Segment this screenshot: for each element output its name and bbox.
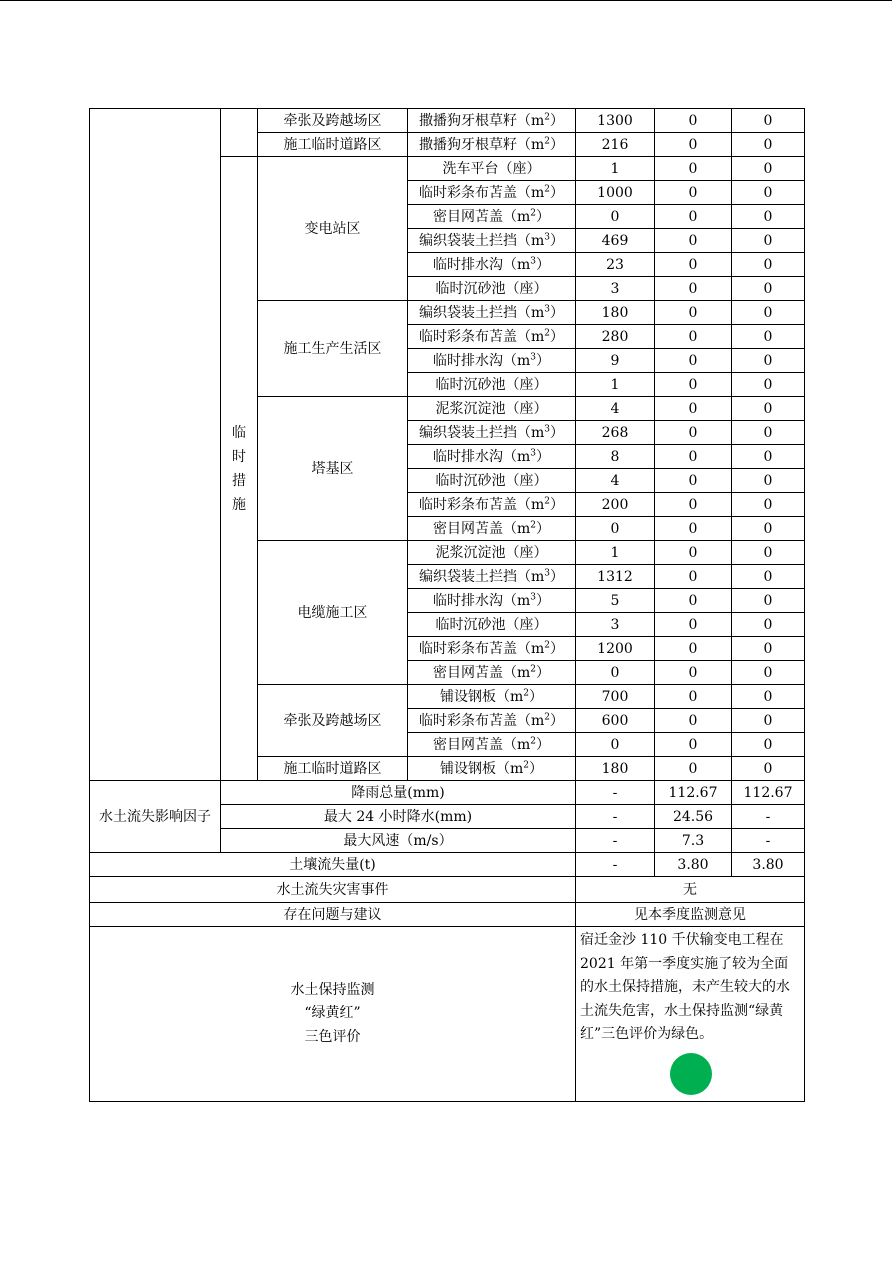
completed-value: 0 — [655, 397, 732, 421]
cumulative-value: 0 — [732, 229, 805, 253]
completed-value: 0 — [655, 325, 732, 349]
cumulative-value: 0 — [732, 109, 805, 133]
unit-close: ） — [550, 184, 564, 201]
evaluation-label-line: 三色评价 — [304, 1028, 361, 1045]
unit-close: ） — [536, 352, 550, 369]
measure-name: 铺设钢板（ — [439, 688, 510, 705]
unit-exponent: 2 — [544, 111, 550, 122]
measure-name: 密目网苫盖（ — [432, 520, 517, 537]
unit-close: ） — [550, 712, 564, 729]
completed-value: 0 — [655, 277, 732, 301]
unit-close: ） — [550, 232, 564, 249]
cumulative-value: 0 — [732, 253, 805, 277]
unit-close: ） — [536, 448, 550, 465]
measure-name-cell — [408, 757, 576, 781]
issues-row — [90, 903, 805, 927]
cumulative-value: 0 — [732, 445, 805, 469]
completed-value: 0 — [655, 421, 732, 445]
soil-loss-value-2: 3.80 — [655, 853, 732, 877]
completed-value: 0 — [655, 157, 732, 181]
cumulative-value: 0 — [732, 277, 805, 301]
measure-name: 泥浆沉淀池（座） — [435, 400, 548, 417]
completed-value: 0 — [655, 205, 732, 229]
measure-name-cell — [408, 133, 576, 157]
unit-m: m — [530, 496, 545, 513]
temp-measures-label — [221, 157, 258, 781]
completed-value: 0 — [655, 349, 732, 373]
measure-name-cell — [408, 565, 576, 589]
measure-name-cell — [408, 301, 576, 325]
soil-loss-value-3: 3.80 — [732, 853, 805, 877]
evaluation-content — [576, 927, 805, 1102]
unit-exponent: 2 — [544, 327, 550, 338]
unit-exponent: 2 — [544, 639, 550, 650]
completed-value: 0 — [655, 229, 732, 253]
measure-name: 撒播狗牙根草籽（ — [418, 136, 531, 153]
unit-m: m — [530, 184, 545, 201]
measure-name-cell — [408, 397, 576, 421]
unit-exponent: 2 — [530, 207, 536, 218]
measure-name-cell — [408, 157, 576, 181]
measure-name-cell — [408, 661, 576, 685]
unit-close: ） — [536, 664, 550, 681]
unit-m: m — [530, 640, 545, 657]
unit-m: m — [516, 352, 531, 369]
planned-value: 280 — [576, 325, 655, 349]
factor-value-3: - — [732, 805, 805, 829]
measure-name: 洗车平台（座） — [442, 160, 541, 177]
cumulative-value: 0 — [732, 373, 805, 397]
cumulative-value: 0 — [732, 589, 805, 613]
cumulative-value: 0 — [732, 325, 805, 349]
monitoring-table — [89, 108, 805, 1102]
area-cell: 施工生产生活区 — [258, 301, 408, 397]
table-row — [90, 109, 805, 133]
cumulative-value: 0 — [732, 157, 805, 181]
measure-name: 临时排水沟（ — [432, 352, 517, 369]
unit-close: ） — [536, 208, 550, 225]
blank-category-cell — [90, 109, 221, 781]
unit-close: ） — [529, 688, 543, 705]
cumulative-value: 0 — [732, 397, 805, 421]
unit-m: m — [530, 232, 545, 249]
cumulative-value: 0 — [732, 541, 805, 565]
issues-label: 存在问题与建议 — [90, 903, 576, 927]
measure-name-cell — [408, 253, 576, 277]
factor-value-1: - — [576, 805, 655, 829]
factor-value-3: 112.67 — [732, 781, 805, 805]
planned-value: 216 — [576, 133, 655, 157]
cumulative-value: 0 — [732, 757, 805, 781]
unit-exponent: 3 — [544, 423, 550, 434]
area-cell: 牵张及跨越场区 — [258, 685, 408, 757]
measure-name-cell — [408, 109, 576, 133]
soil-loss-value-1: - — [576, 853, 655, 877]
unit-close: ） — [536, 520, 550, 537]
unit-exponent: 2 — [523, 759, 529, 770]
planned-value: 200 — [576, 493, 655, 517]
unit-m: m — [530, 328, 545, 345]
unit-exponent: 2 — [544, 135, 550, 146]
planned-value: 0 — [576, 517, 655, 541]
measure-name: 编织袋装土拦挡（ — [418, 424, 531, 441]
planned-value: 9 — [576, 349, 655, 373]
unit-close: ） — [550, 568, 564, 585]
blank-type-cell — [221, 109, 258, 157]
factor-value-2: 112.67 — [655, 781, 732, 805]
page-top-border — [0, 0, 892, 1]
unit-close: ） — [529, 760, 543, 777]
measure-name: 临时排水沟（ — [432, 592, 517, 609]
cumulative-value: 0 — [732, 493, 805, 517]
measure-name: 临时沉砂池（座） — [435, 616, 548, 633]
unit-close: ） — [536, 592, 550, 609]
factor-name: 最大风速（m/s） — [221, 829, 576, 853]
unit-exponent: 2 — [530, 519, 536, 530]
cumulative-value: 0 — [732, 133, 805, 157]
area-cell: 变电站区 — [258, 157, 408, 301]
measure-name: 临时沉砂池（座） — [435, 376, 548, 393]
measure-name-cell — [408, 205, 576, 229]
unit-exponent: 3 — [530, 351, 536, 362]
measure-name: 临时彩条布苫盖（ — [418, 496, 531, 513]
measure-name: 临时彩条布苫盖（ — [418, 712, 531, 729]
measure-name-cell — [408, 541, 576, 565]
evaluation-label — [90, 927, 576, 1102]
unit-m: m — [516, 256, 531, 273]
planned-value: 0 — [576, 205, 655, 229]
planned-value: 1312 — [576, 565, 655, 589]
unit-exponent: 2 — [530, 735, 536, 746]
measure-name: 临时彩条布苫盖（ — [418, 184, 531, 201]
planned-value: 268 — [576, 421, 655, 445]
green-rating-dot — [670, 1053, 712, 1095]
measure-name: 铺设钢板（ — [439, 760, 510, 777]
unit-m: m — [516, 520, 531, 537]
measure-name-cell — [408, 613, 576, 637]
unit-m: m — [509, 760, 524, 777]
temp-measures-text: 临时措施 — [232, 424, 246, 513]
unit-m: m — [530, 136, 545, 153]
evaluation-text: 宿迁金沙 110 千伏输变电工程在 2021 年第一季度实施了较为全面的水土保持措施，未产生较大的水土流失危害，水土保持监测“绿黄红”三色评价为绿色。 — [580, 932, 790, 1042]
unit-m: m — [516, 592, 531, 609]
factor-value-1: - — [576, 781, 655, 805]
completed-value: 0 — [655, 373, 732, 397]
completed-value: 0 — [655, 493, 732, 517]
unit-exponent: 3 — [544, 303, 550, 314]
measure-name: 编织袋装土拦挡（ — [418, 304, 531, 321]
unit-close: ） — [550, 112, 564, 129]
measure-name-cell — [408, 709, 576, 733]
unit-m: m — [516, 448, 531, 465]
completed-value: 0 — [655, 613, 732, 637]
completed-value: 0 — [655, 301, 732, 325]
completed-value: 0 — [655, 253, 732, 277]
cumulative-value: 0 — [732, 565, 805, 589]
planned-value: 700 — [576, 685, 655, 709]
planned-value: 1200 — [576, 637, 655, 661]
measure-name-cell — [408, 517, 576, 541]
completed-value: 0 — [655, 709, 732, 733]
measure-name: 临时排水沟（ — [432, 256, 517, 273]
measure-name: 撒播狗牙根草籽（ — [418, 112, 531, 129]
measure-name: 编织袋装土拦挡（ — [418, 568, 531, 585]
disaster-value: 无 — [576, 877, 805, 903]
planned-value: 1 — [576, 373, 655, 397]
factor-value-1: - — [576, 829, 655, 853]
unit-m: m — [530, 568, 545, 585]
measure-name-cell — [408, 685, 576, 709]
measure-name-cell — [408, 373, 576, 397]
cumulative-value: 0 — [732, 301, 805, 325]
evaluation-row — [90, 927, 805, 1102]
factor-name: 降雨总量(mm) — [221, 781, 576, 805]
unit-m: m — [530, 112, 545, 129]
completed-value: 0 — [655, 109, 732, 133]
planned-value: 0 — [576, 733, 655, 757]
unit-m: m — [509, 688, 524, 705]
measure-name-cell — [408, 349, 576, 373]
evaluation-label-line: “绿黄红” — [304, 1005, 361, 1021]
measure-name: 临时排水沟（ — [432, 448, 517, 465]
planned-value: 469 — [576, 229, 655, 253]
unit-exponent: 2 — [544, 183, 550, 194]
completed-value: 0 — [655, 685, 732, 709]
measure-name-cell — [408, 229, 576, 253]
planned-value: 5 — [576, 589, 655, 613]
unit-exponent: 2 — [530, 663, 536, 674]
completed-value: 0 — [655, 589, 732, 613]
unit-m: m — [516, 664, 531, 681]
measure-name-cell — [408, 277, 576, 301]
planned-value: 180 — [576, 301, 655, 325]
cumulative-value: 0 — [732, 517, 805, 541]
unit-close: ） — [550, 328, 564, 345]
planned-value: 1 — [576, 541, 655, 565]
measure-name-cell — [408, 445, 576, 469]
measure-name: 临时彩条布苫盖（ — [418, 640, 531, 657]
factors-label: 水土流失影响因子 — [90, 781, 221, 853]
unit-exponent: 3 — [530, 591, 536, 602]
unit-exponent: 2 — [544, 711, 550, 722]
completed-value: 0 — [655, 565, 732, 589]
planned-value: 3 — [576, 613, 655, 637]
cumulative-value: 0 — [732, 613, 805, 637]
evaluation-label-line: 水土保持监测 — [290, 981, 375, 998]
measure-name: 临时彩条布苫盖（ — [418, 328, 531, 345]
completed-value: 0 — [655, 445, 732, 469]
unit-m: m — [530, 304, 545, 321]
unit-m: m — [516, 208, 531, 225]
unit-exponent: 3 — [530, 255, 536, 266]
planned-value: 8 — [576, 445, 655, 469]
measure-name-cell — [408, 181, 576, 205]
unit-close: ） — [550, 424, 564, 441]
measure-name-cell — [408, 493, 576, 517]
measure-name-cell — [408, 733, 576, 757]
planned-value: 0 — [576, 661, 655, 685]
cumulative-value: 0 — [732, 205, 805, 229]
measure-name: 泥浆沉淀池（座） — [435, 544, 548, 561]
factor-name: 最大 24 小时降水(mm) — [221, 805, 576, 829]
disaster-label: 水土流失灾害事件 — [90, 877, 576, 903]
area-cell: 施工临时道路区 — [258, 133, 408, 157]
unit-exponent: 3 — [544, 567, 550, 578]
unit-close: ） — [536, 256, 550, 273]
measure-name: 临时沉砂池（座） — [435, 472, 548, 489]
planned-value: 1300 — [576, 109, 655, 133]
completed-value: 0 — [655, 541, 732, 565]
unit-close: ） — [550, 136, 564, 153]
measure-name: 编织袋装土拦挡（ — [418, 232, 531, 249]
planned-value: 4 — [576, 397, 655, 421]
cumulative-value: 0 — [732, 733, 805, 757]
unit-exponent: 3 — [544, 231, 550, 242]
area-cell: 电缆施工区 — [258, 541, 408, 685]
completed-value: 0 — [655, 517, 732, 541]
measure-name-cell — [408, 325, 576, 349]
unit-exponent: 2 — [523, 687, 529, 698]
planned-value: 3 — [576, 277, 655, 301]
completed-value: 0 — [655, 733, 732, 757]
cumulative-value: 0 — [732, 181, 805, 205]
completed-value: 0 — [655, 757, 732, 781]
measure-name: 临时沉砂池（座） — [435, 280, 548, 297]
soil-loss-row — [90, 853, 805, 877]
measure-name-cell — [408, 637, 576, 661]
measure-name-cell — [408, 421, 576, 445]
unit-exponent: 2 — [544, 495, 550, 506]
disaster-row — [90, 877, 805, 903]
measure-name-cell — [408, 469, 576, 493]
unit-m: m — [530, 424, 545, 441]
planned-value: 180 — [576, 757, 655, 781]
planned-value: 1000 — [576, 181, 655, 205]
area-cell: 塔基区 — [258, 397, 408, 541]
cumulative-value: 0 — [732, 637, 805, 661]
completed-value: 0 — [655, 637, 732, 661]
unit-close: ） — [536, 736, 550, 753]
planned-value: 23 — [576, 253, 655, 277]
area-cell: 牵张及跨越场区 — [258, 109, 408, 133]
completed-value: 0 — [655, 133, 732, 157]
cumulative-value: 0 — [732, 685, 805, 709]
measure-name: 密目网苫盖（ — [432, 664, 517, 681]
unit-close: ） — [550, 496, 564, 513]
cumulative-value: 0 — [732, 709, 805, 733]
planned-value: 4 — [576, 469, 655, 493]
cumulative-value: 0 — [732, 421, 805, 445]
completed-value: 0 — [655, 181, 732, 205]
cumulative-value: 0 — [732, 469, 805, 493]
factor-value-3: - — [732, 829, 805, 853]
factor-value-2: 24.56 — [655, 805, 732, 829]
measure-name: 密目网苫盖（ — [432, 736, 517, 753]
unit-m: m — [516, 736, 531, 753]
soil-loss-label: 土壤流失量(t) — [90, 853, 576, 877]
unit-close: ） — [550, 640, 564, 657]
cumulative-value: 0 — [732, 661, 805, 685]
issues-value: 见本季度监测意见 — [576, 903, 805, 927]
unit-close: ） — [550, 304, 564, 321]
cumulative-value: 0 — [732, 349, 805, 373]
measure-name: 密目网苫盖（ — [432, 208, 517, 225]
unit-m: m — [530, 712, 545, 729]
factor-row — [90, 781, 805, 805]
completed-value: 0 — [655, 661, 732, 685]
planned-value: 600 — [576, 709, 655, 733]
planned-value: 1 — [576, 157, 655, 181]
factor-value-2: 7.3 — [655, 829, 732, 853]
unit-exponent: 3 — [530, 447, 536, 458]
completed-value: 0 — [655, 469, 732, 493]
measure-name-cell — [408, 589, 576, 613]
area-cell: 施工临时道路区 — [258, 757, 408, 781]
